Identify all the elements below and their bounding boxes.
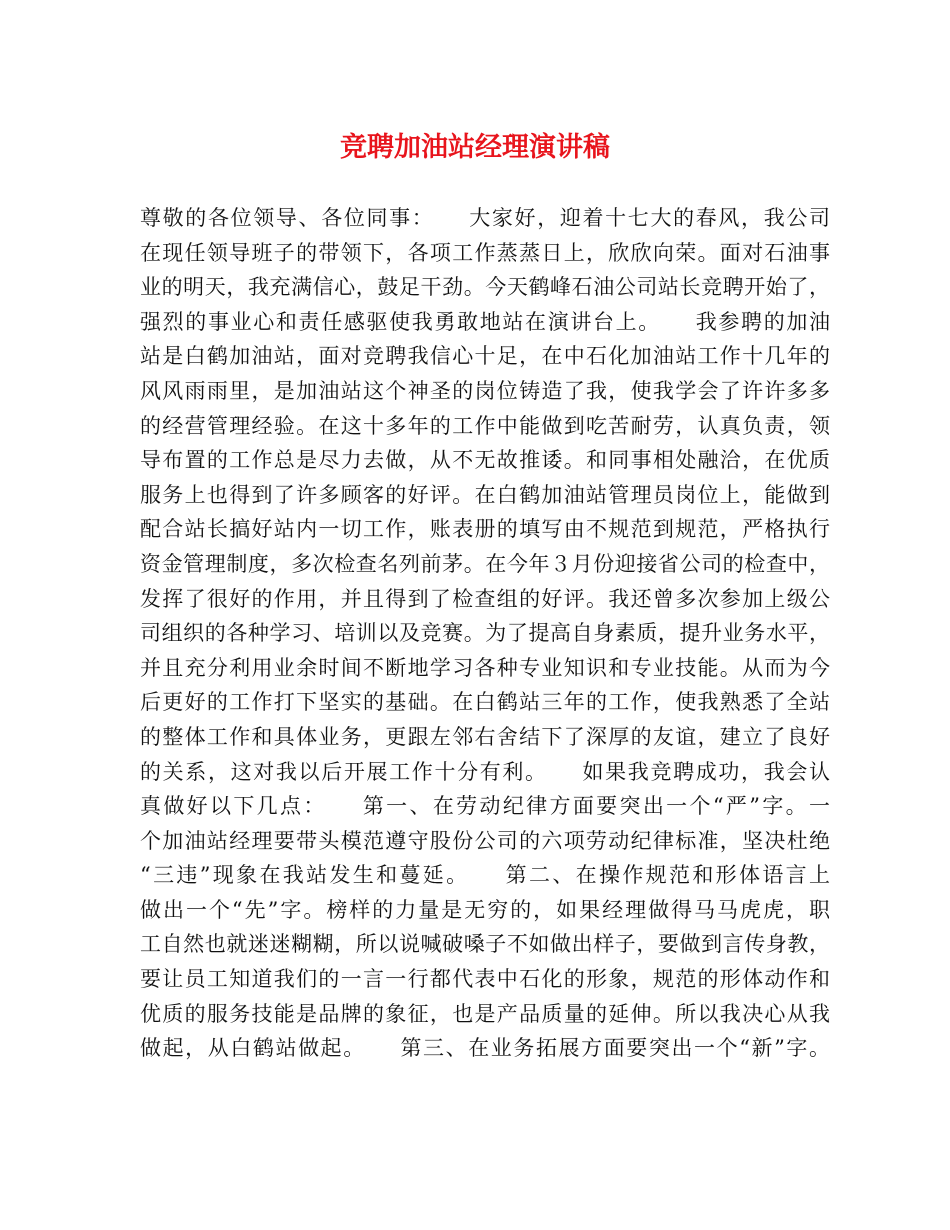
text-line: 要让员工知道我们的一言一行都代表中石化的形象，规范的形体动作和 [140,967,830,992]
text-line: 强烈的事业心和责任感驱使我勇敢地站在演讲台上。 我参聘的加油 [140,309,830,334]
document-body [140,201,830,1066]
document-title: 竞聘加油站经理演讲稿 [340,132,610,163]
text-line: 个加油站经理要带头模范遵守股份公司的六项劳动纪律标准，坚决杜绝 [140,828,830,853]
text-line: 风风雨雨里，是加油站这个神圣的岗位铸造了我，使我学会了许许多多 [140,378,830,403]
text-line: 司组织的各种学习、培训以及竞赛。为了提高自身素质，提升业务水平， [140,621,830,646]
text-line: 导布置的工作总是尽力去做，从不无故推诿。和同事相处融洽，在优质 [140,448,830,473]
text-line: 做出一个“先”字。榜样的力量是无穷的，如果经理做得马马虎虎，职 [140,897,830,922]
text-line: 资金管理制度，多次检查名列前茅。在今年３月份迎接省公司的检查中， [140,551,830,576]
text-line: 尊敬的各位领导、各位同事： 大家好，迎着十七大的春风，我公司 [140,206,830,230]
text-line: 做起，从白鹤站做起。 第三、在业务拓展方面要突出一个“新”字。 [140,1036,830,1061]
text-line: 并且充分利用业余时间不断地学习各种专业知识和专业技能。从而为今 [140,655,830,680]
text-line: 的整体工作和具体业务，更跟左邻右舍结下了深厚的友谊，建立了良好 [140,724,830,749]
text-line: 真做好以下几点： 第一、在劳动纪律方面要突出一个“严”字。一 [140,794,830,819]
text-line: 业的明天，我充满信心，鼓足干劲。今天鹤峰石油公司站长竞聘开始了， [140,275,830,300]
text-line: 配合站长搞好站内一切工作，账表册的填写由不规范到规范，严格执行 [140,517,830,542]
text-line: 优质的服务技能是品牌的象征，也是产品质量的延伸。所以我决心从我 [140,1001,830,1026]
text-line: 服务上也得到了许多顾客的好评。在白鹤加油站管理员岗位上，能做到 [140,482,830,507]
text-line: 工自然也就迷迷糊糊，所以说喊破嗓子不如做出样子，要做到言传身教， [140,932,830,957]
text-line: 后更好的工作打下坚实的基础。在白鹤站三年的工作，使我熟悉了全站 [140,690,830,715]
text-line: 发挥了很好的作用，并且得到了检查组的好评。我还曾多次参加上级公 [140,586,830,611]
text-line: 站是白鹤加油站，面对竞聘我信心十足，在中石化加油站工作十几年的 [140,344,830,369]
text-line: 在现任领导班子的带领下，各项工作蒸蒸日上，欣欣向荣。面对石油事 [140,240,830,265]
text-line: “三违”现象在我站发生和蔓延。 第二、在操作规范和形体语言上 [140,863,830,888]
text-line: 的经营管理经验。在这十多年的工作中能做到吃苦耐劳，认真负责，领 [140,413,830,438]
text-line: 的关系，这对我以后开展工作十分有利。 如果我竞聘成功，我会认 [140,759,830,784]
